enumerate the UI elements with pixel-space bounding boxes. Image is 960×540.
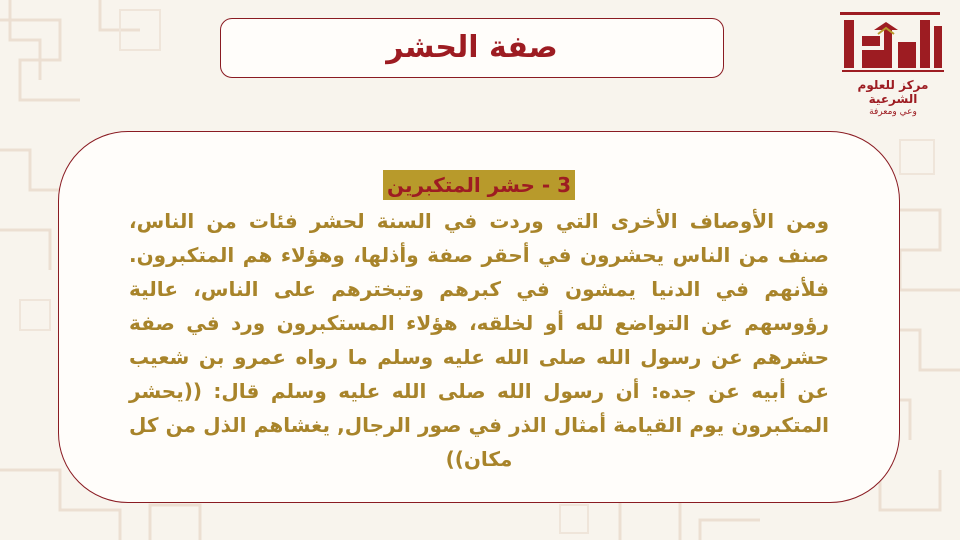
logo-tagline: وعي ومعرفة <box>869 107 917 117</box>
logo-subtitle: مركز للعلوم الشرعية <box>857 78 929 106</box>
logo-mark-icon <box>834 6 952 78</box>
body-paragraph: ومن الأوصاف الأخرى التي وردت في السنة لحشر فئات من الناس، صنف من الناس يحشرون في أحقر صفة وأذلها، وهؤلاء هم المتكبرون. فلأنهم في الدنيا يمشون في كبرهم وتبخترهم على الناس، عالية رؤوسهم عن التواضع لله أو لخلقه، هؤلاء المستكبرون ورد في صفة حشرهم عن رسول الله صلى الله عليه وسلم ما رواه عمرو بن شعيب عن أبيه عن جده: أن رسول الله صلى الله عليه وسلم قال: ((يحشر المتكبرون يوم القيامة أمثال الذر في صور الرجال, يغشاهم الذل من كل مكان)) <box>129 209 829 471</box>
section-heading: 3 - حشر المتكبرين <box>383 170 575 200</box>
logo <box>834 6 952 117</box>
slide-title: صفة الحشر <box>386 30 558 65</box>
slide-title-box <box>220 18 724 78</box>
content-box <box>58 131 900 503</box>
